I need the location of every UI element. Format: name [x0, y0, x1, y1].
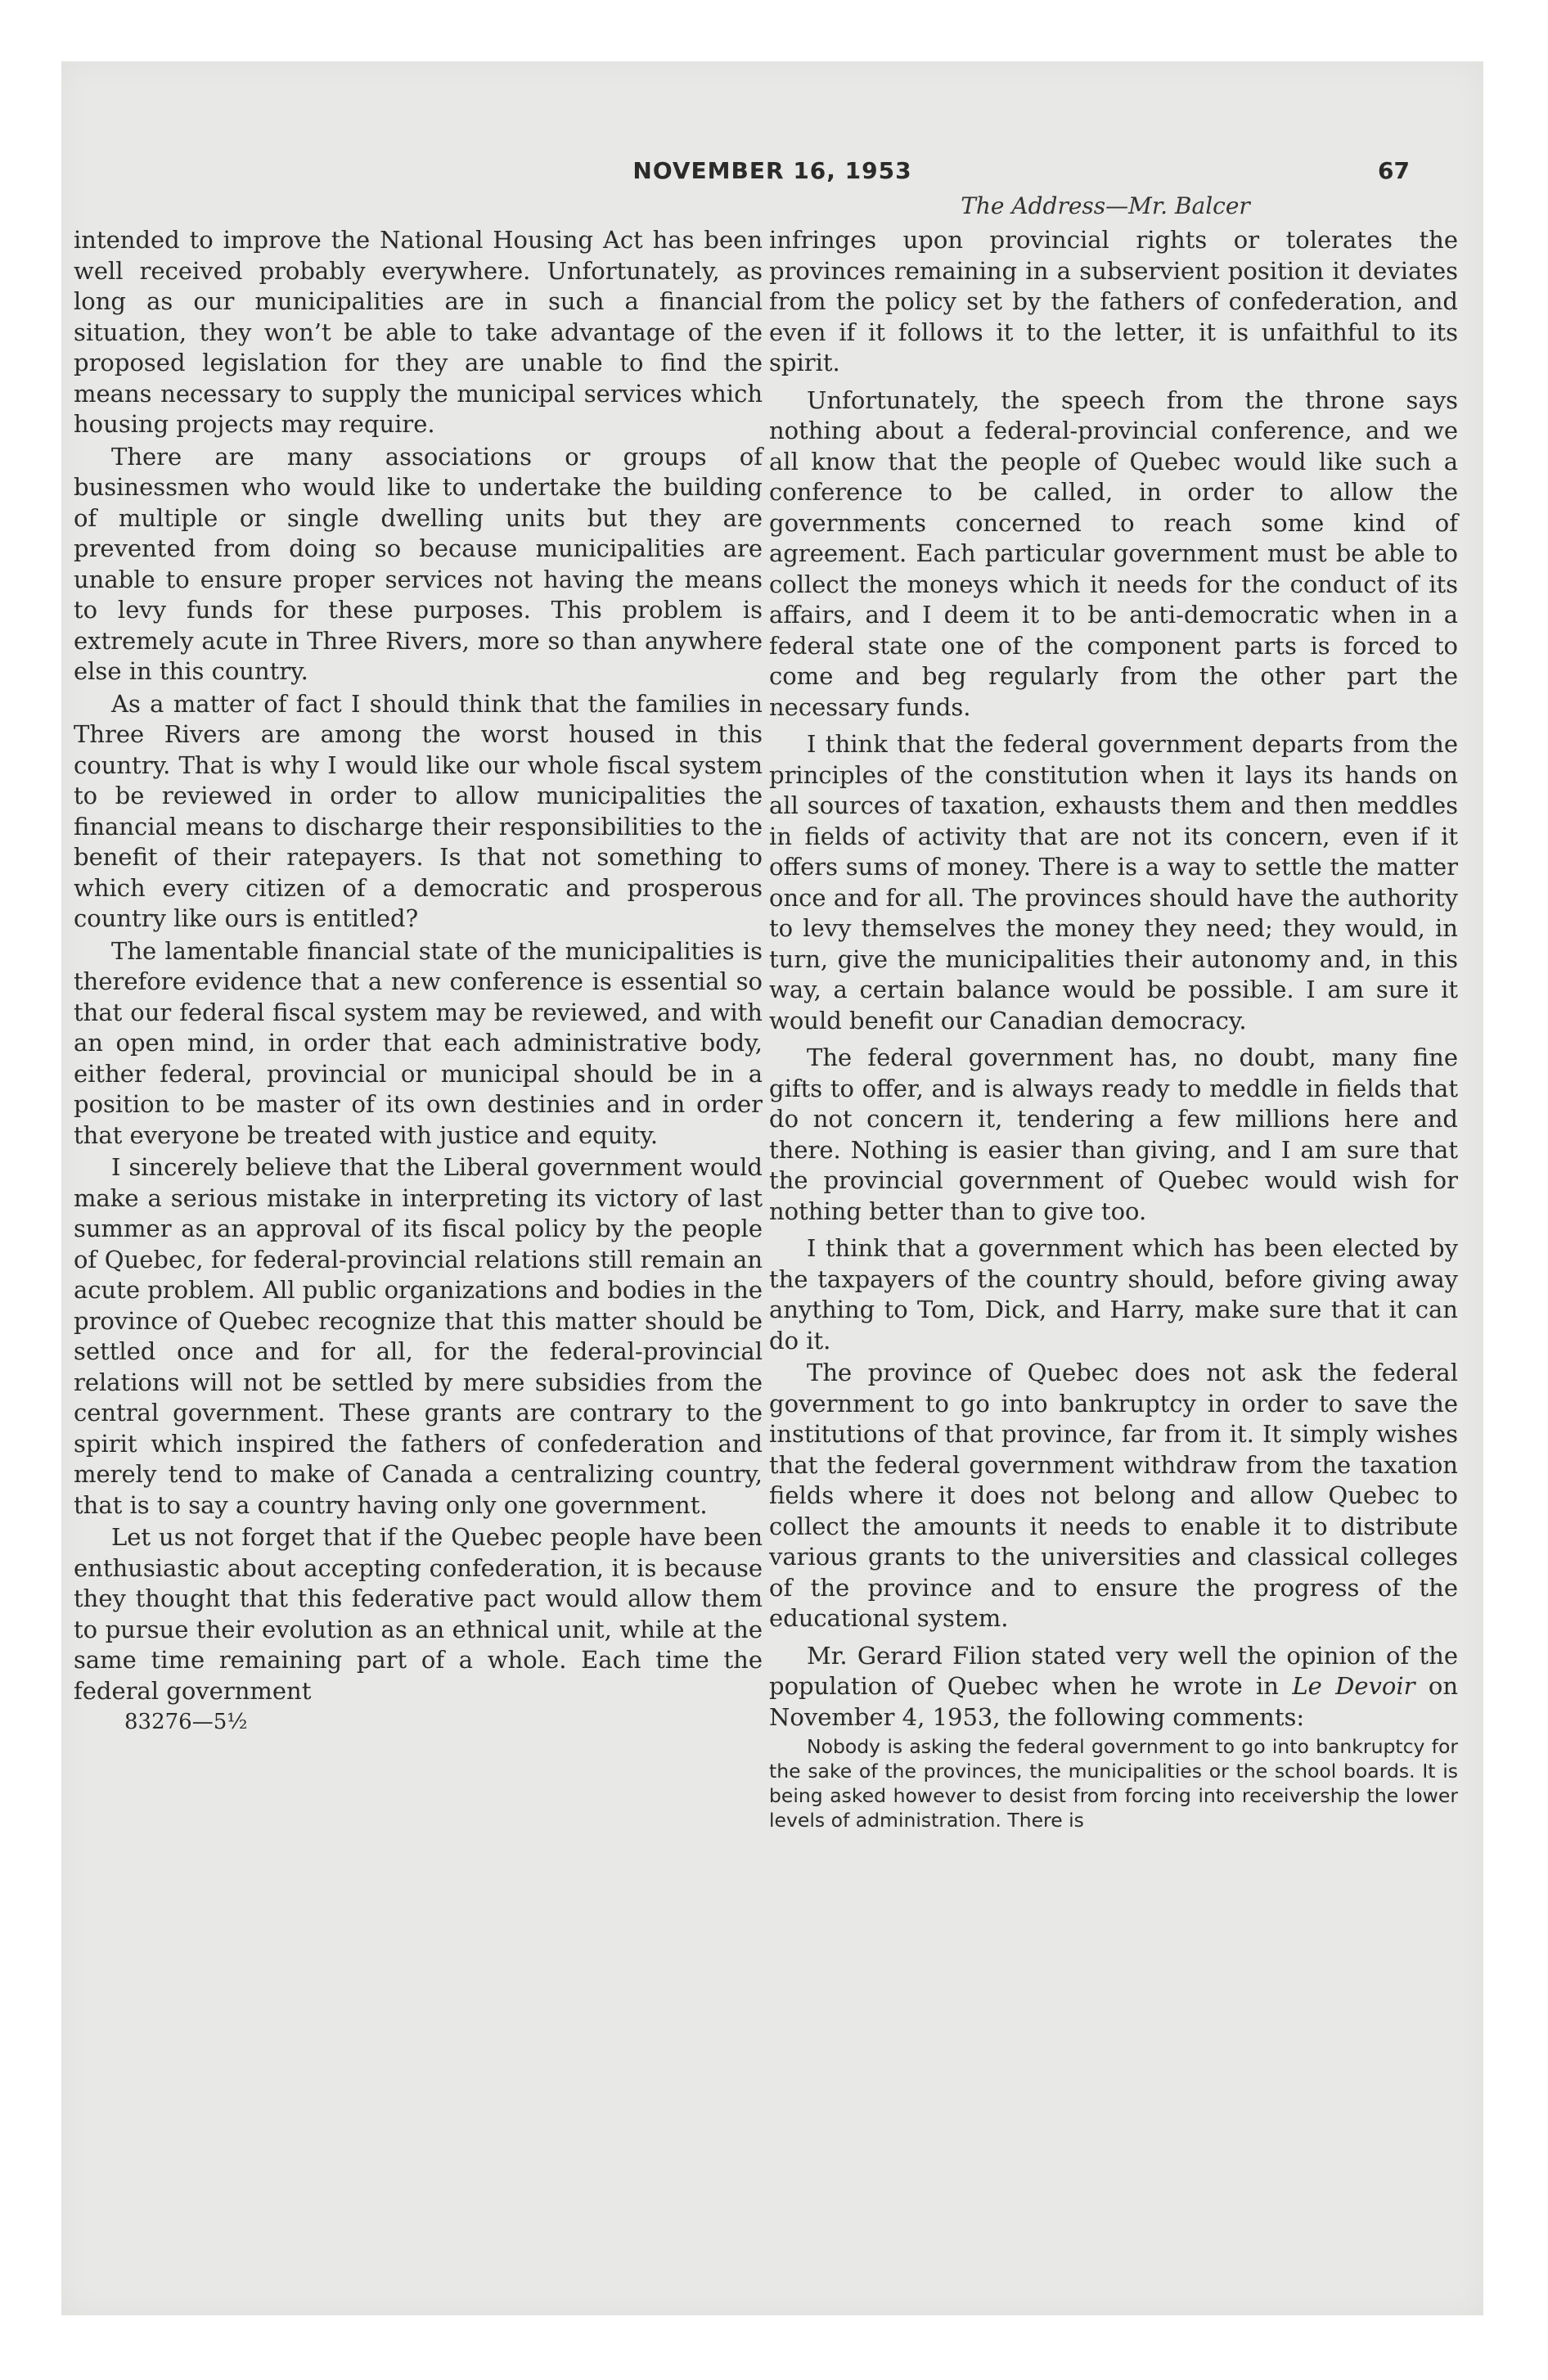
paragraph: There are many associations or groups of businessmen who would like to undertake the building of multiple or single dwelling units but they are prevented from doing so because municipalities are unable to ensure proper services not having the means to levy funds for these purposes. This problem is extremely acute in Three Rivers, more so than anywhere else in this country.	[74, 442, 763, 685]
paragraph: I sincerely believe that the Liberal government would make a serious mistake in interpreting its victory of last summer as an approval of its fiscal policy by the people of Quebec, for federal-provincial relations still remain an acute problem. All public organizations and bodies in the province of Quebec recognize that this matter should be settled once and for all, for the federal-provincial relations will not be settled by mere subsidies from the central government. These grants are contrary to the spirit which inspired the fathers of confederation and merely tend to make of Canada a centralizing country, that is to say a country having only one government.	[74, 1153, 763, 1519]
running-head: The Address—Mr. Balcer	[961, 192, 1250, 219]
header-date: NOVEMBER 16, 1953	[632, 157, 912, 184]
print-code: 83276—5½	[124, 1710, 248, 1734]
paragraph: The province of Quebec does not ask the federal government to go into bankruptcy in order to save the institutions of that province, far from it. It simply wishes that the federal government withdraw from the taxation fields where it does not belong and allow Quebec to collect the amounts it needs to enable it to distribute various grants to the universities and classical colleges of the province and to ensure the progress of the educational system.	[769, 1359, 1458, 1632]
scanned-page	[61, 61, 1483, 2315]
paragraph: intended to improve the National Housing Act has been well received probably everywhere. Unfortunately, as long as our municipalities are in such a financial situation, they won’t be able to take advantage of the proposed legislation for they are unable to find the means necessary to supply the municipal services which housing projects may require.	[74, 226, 763, 438]
paragraph: The federal government has, no doubt, many fine gifts to offer, and is always ready to meddle in fields that do not concern it, tendering a few millions here and there. Nothing is easier than giving, and I am sure that the provincial government of Quebec would wish for nothing better than to give too.	[769, 1044, 1458, 1225]
paragraph: I think that a government which has been elected by the taxpayers of the country should, before giving away anything to Tom, Dick, and Harry, make sure that it can do it.	[769, 1234, 1458, 1355]
newspaper-title: Le Devoir	[1292, 1672, 1415, 1700]
filion-text-start: Mr. Gerard Filion stated very well the opinion of the population of Quebec when he wrote in	[769, 1641, 1458, 1700]
paragraph: I think that the federal government departs from the principles of the constitution when it lays its hands on all sources of taxation, exhausts them and then meddles in fields of activity that are not its concern, even if it offers sums of money. There is a way to settle the matter once and for all. The provinces should have the authority to levy themselves the money they need; they would, in turn, give the municipalities their autonomy and, in this way, a certain balance would be possible. I am sure it would benefit our Canadian democracy.	[769, 730, 1458, 1034]
paragraph: The lamentable financial state of the municipalities is therefore evidence that a new conference is essential so that our federal fiscal system may be reviewed, and with an open mind, in order that each administrative body, either federal, provincial or municipal should be in a position to be master of its own destinies and in order that everyone be treated with justice and equity.	[74, 936, 763, 1149]
paragraph-filion	[769, 1641, 1458, 1733]
right-column	[769, 225, 1458, 1834]
page-header	[61, 157, 1483, 190]
page-number: 67	[1378, 157, 1410, 184]
paragraph: Unfortunately, the speech from the throne says nothing about a federal-provincial conference, and we all know that the people of Quebec would like such a conference to be called, in order to allow the governments concerned to reach some kind of agreement. Each particular government must be able to collect the moneys which it needs for the conduct of its affairs, and I deem it to be anti-democratic when in a federal state one of the component parts is forced to come and beg regularly from the other part the necessary funds.	[769, 385, 1458, 721]
paragraph: infringes upon provincial rights or tolerates the provinces remaining in a subservient position it deviates from the policy set by the fathers of confederation, and even if it follows it to the letter, it is unfaithful to its spirit.	[769, 226, 1458, 376]
block-quote: Nobody is asking the federal government to go into bankruptcy for the sake of the provinces, the municipalities or the school boards. It is being asked however to desist from forcing into receivership the lower levels of administration. There is	[769, 1735, 1458, 1832]
paragraph: As a matter of fact I should think that the families in Three Rivers are among the worst housed in this country. That is why I would like our whole fiscal system to be reviewed in order to allow municipalities the financial means to discharge their responsibilities to the benefit of their ratepayers. Is that not something to which every citizen of a democratic and prosperous country like ours is entitled?	[74, 689, 763, 932]
left-column	[74, 225, 763, 1734]
filion-text-end: on November 4, 1953, the following comments:	[769, 1672, 1458, 1731]
paragraph: Let us not forget that if the Quebec people have been enthusiastic about accepting confederation, it is because they thought that this federative pact would allow them to pursue their evolution as an ethnical unit, while at the same time remaining part of a whole. Each time the federal government	[74, 1523, 763, 1705]
